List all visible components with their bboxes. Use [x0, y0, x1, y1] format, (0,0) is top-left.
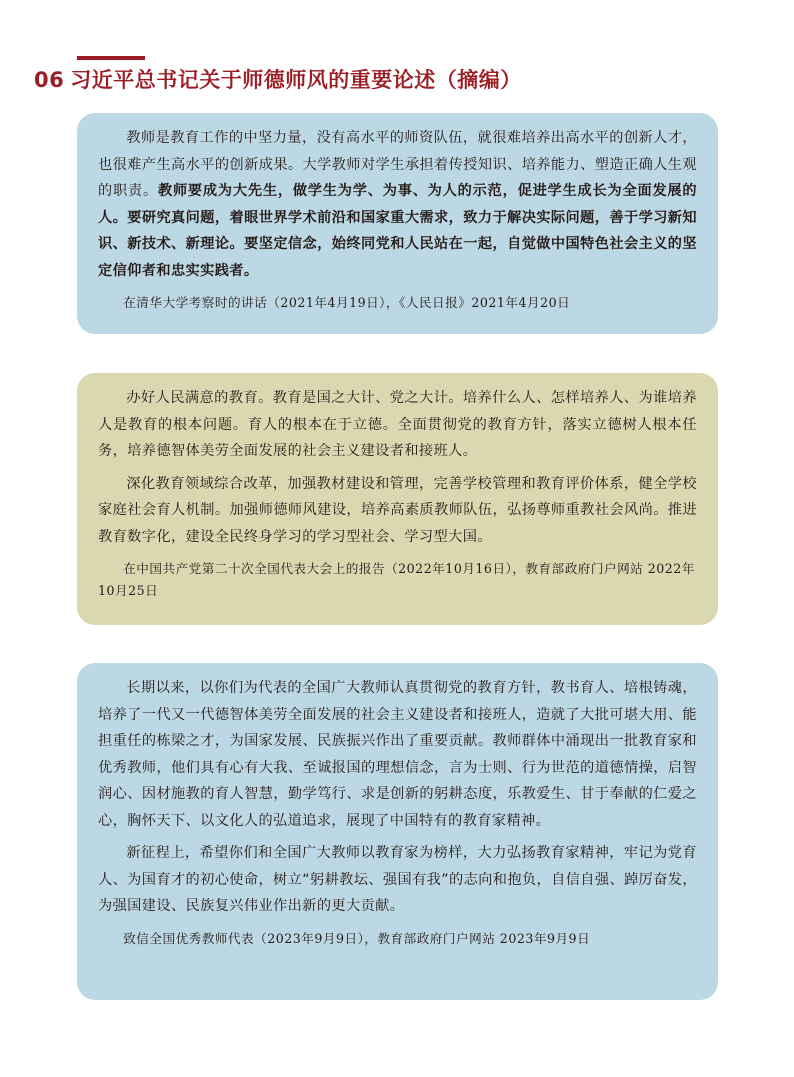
heading-accent-rule — [77, 56, 145, 60]
section-number: 06 — [34, 68, 65, 92]
paragraph-text: 教师是教育工作的中坚力量，没有高水平的师资队伍，就很难培养出高水平的创新人才，也很难产生高水平的创新成果。大学教师对学生承担着传授知识、培养能力、塑造正确人生观的职责。 — [98, 130, 697, 199]
paragraph-emphasis: 教师要成为大先生，做学生为学、为事、为人的示范，促进学生成长为全面发展的人。要研究真问题，着眼世界学术前沿和国家重大需求，致力于解决实际问题，善于学习新知识、新技术、新理论。要坚定信念，始终同党和人民站在一起，自觉做中国特色社会主义的坚定信仰者和忠实实践者。 — [98, 183, 698, 279]
quote-card-2 — [77, 373, 718, 625]
quote-source: 在中国共产党第二十次全国代表大会上的报告（2022年10月16日），教育部政府门户网站 2022年10月25日 — [98, 561, 695, 598]
quote-paragraph: 长期以来，以你们为代表的全国广大教师认真贯彻党的教育方针，教书育人、培根铸魂，培养了一代又一代德智体美劳全面发展的社会主义建设者和接班人，造就了大批可堪大用、能担重任的栋梁之才，为国家发展、民族振兴作出了重要贡献。教师群体中涌现出一批教育家和优秀教师，他们具有心有大我、至诚报国的理想信念，言为士则、行为世范的道德情操，启智润心、因材施教的育人智慧，勤学笃行、求是创新的躬耕态度，乐教爱生、甘于奉献的仁爱之心，胸怀天下、以文化人的弘道追求，展现了中国特有的教育家精神。 — [98, 680, 697, 829]
quote-source: 在清华大学考察时的讲话（2021年4月19日），《人民日报》2021年4月20日 — [123, 295, 571, 310]
quote-paragraph — [98, 125, 697, 284]
quote-source: 致信全国优秀教师代表（2023年9月9日），教育部政府门户网站 2023年9月9日 — [123, 930, 591, 946]
quote-paragraph: 办好人民满意的教育。教育是国之大计、党之大计。培养什么人、怎样培养人、为谁培养人是教育的根本问题。育人的根本在于立德。全面贯彻党的教育方针，落实立德树人根本任务，培养德智体美劳全面发展的社会主义建设者和接班人。 — [98, 390, 697, 459]
quote-card-3 — [77, 663, 718, 1000]
quote-paragraph: 深化教育领域综合改革，加强教材建设和管理，完善学校管理和教育评价体系，健全学校家庭社会育人机制。加强师德师风建设，培养高素质教师队伍，弘扬尊师重教社会风尚。推进教育数字化，建设全民终身学习的学习型社会、学习型大国。 — [98, 475, 697, 545]
quote-paragraph: 新征程上，希望你们和全国广大教师以教育家为榜样，大力弘扬教育家精神，牢记为党育人、为国育才的初心使命，树立“躬耕教坛、强国有我”的志向和抱负，自信自强、踔厉奋发，为强国建设、民族复兴伟业作出新的更大贡献。 — [98, 845, 698, 914]
section-title: 习近平总书记关于师德师风的重要论述（摘编） — [70, 68, 522, 92]
quote-card-1 — [77, 113, 718, 334]
section-heading — [34, 64, 522, 94]
